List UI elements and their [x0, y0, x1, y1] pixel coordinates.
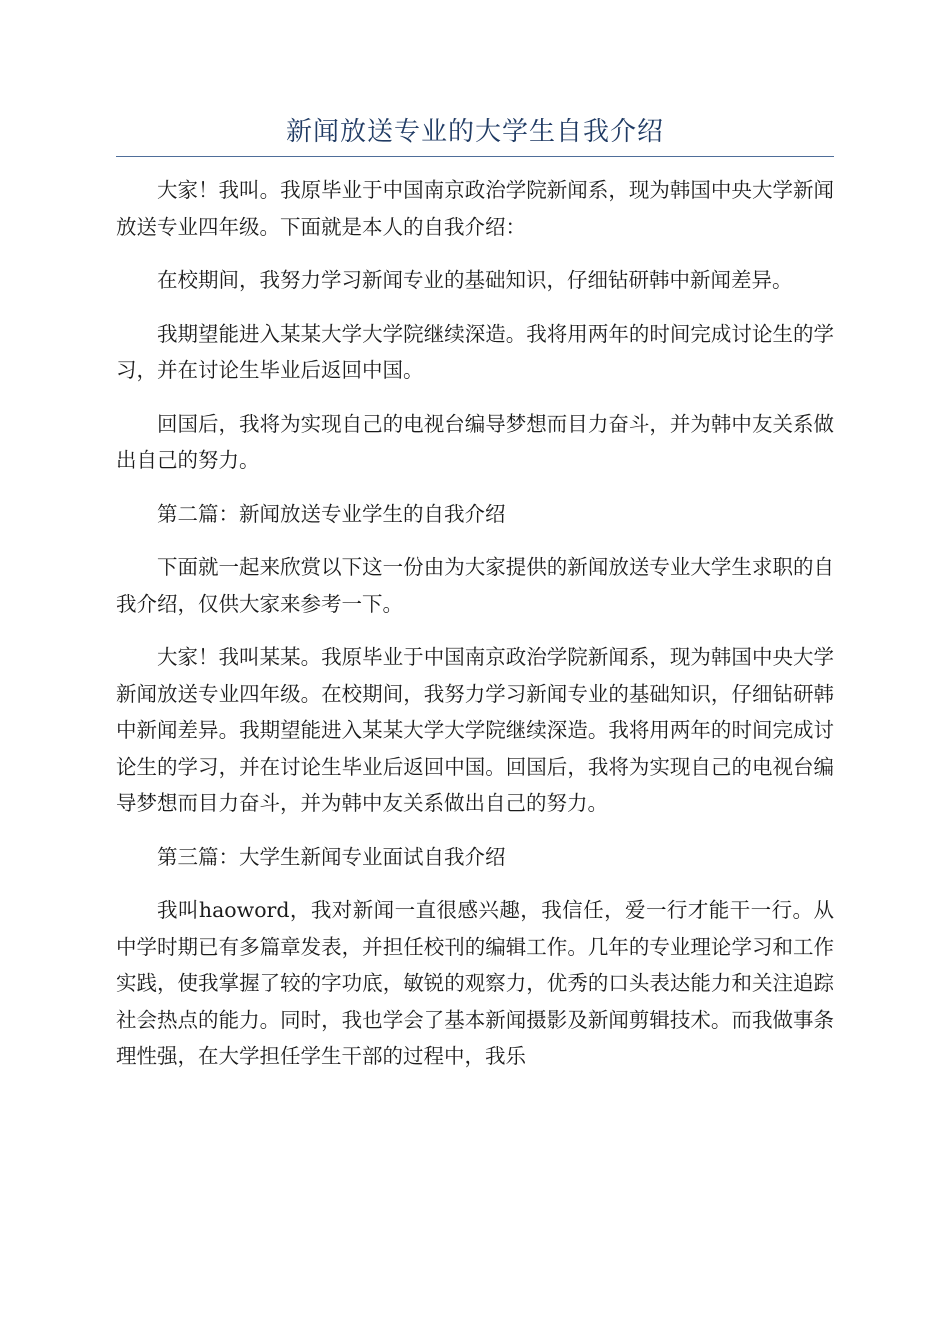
document-body [116, 172, 834, 1092]
paragraph-goal: 回国后，我将为实现自己的电视台编导梦想而目力奋斗，并为韩中友关系做出自己的努力。 [116, 411, 834, 472]
section-heading-2: 第二篇：新闻放送专业学生的自我介绍 [157, 501, 506, 526]
paragraph-plan: 我期望能进入某某大学大学院继续深造。我将用两年的时间完成讨论生的学习，并在讨论生毕业后返回中国。 [116, 321, 834, 382]
section-heading-3: 第三篇：大学生新闻专业面试自我介绍 [157, 844, 506, 869]
paragraph-section-2-body: 大家！我叫某某。我原毕业于中国南京政治学院新闻系，现为韩国中央大学新闻放送专业四年级。在校期间，我努力学习新闻专业的基础知识，仔细钻研韩中新闻差异。我期望能进入某某大学大学院继续深造。我将用两年的时间完成讨论生的学习，并在讨论生毕业后返回中国。回国后，我将为实现自己的电视台编导梦想而目力奋斗，并为韩中友关系做出自己的努力。 [116, 645, 834, 815]
paragraph-section-3-body: 我叫haoword，我对新闻一直很感兴趣，我信任，爱一行才能干一行。从中学时期已有多篇章发表，并担任校刊的编辑工作。几年的专业理论学习和工作实践，使我掌握了较的字功底，敏锐的观察力，优秀的口头表达能力和关注追踪社会热点的能力。同时，我也学会了基本新闻摄影及新闻剪辑技术。而我做事条理性强，在大学担任学生干部的过程中，我乐 [116, 898, 834, 1068]
paragraph-intro: 大家！我叫。我原毕业于中国南京政治学院新闻系，现为韩国中央大学新闻放送专业四年级。下面就是本人的自我介绍： [116, 178, 834, 239]
paragraph-study: 在校期间，我努力学习新闻专业的基础知识，仔细钻研韩中新闻差异。 [157, 268, 793, 292]
title-block [116, 112, 834, 157]
paragraph-section-2-intro: 下面就一起来欣赏以下这一份由为大家提供的新闻放送专业大学生求职的自我介绍，仅供大家来参考一下。 [116, 555, 834, 616]
document-title: 新闻放送专业的大学生自我介绍 [285, 117, 664, 147]
